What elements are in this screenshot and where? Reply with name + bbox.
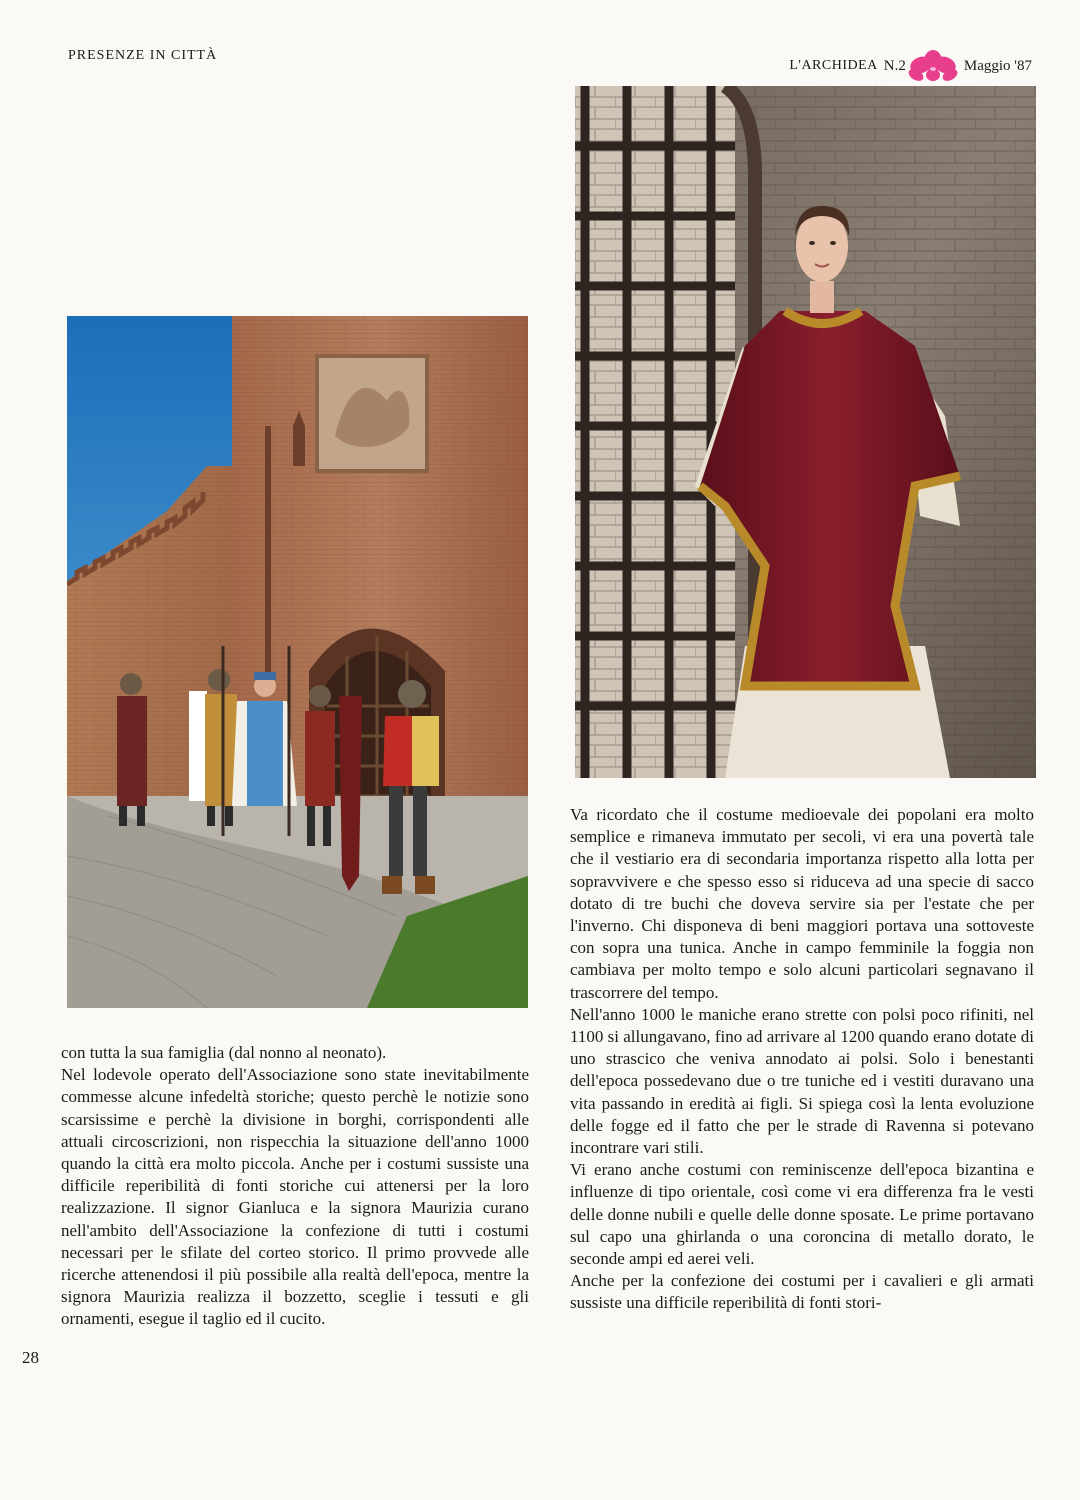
paragraph: Nel lodevole operato dell'Associazione sono state inevitabilmente commesse alcune infedeltà storiche; questo perchè le notizie sono scarsissime e perchè la divisione in borghi, corrispondenti alle attuali circoscrizioni, non rispecchia la situazione dell'anno 1000 quando la città era molto piccola. Anche per i costumi sussiste una difficile reperibilità di fonti storiche cui attenersi per la loro realizzazione. Il signor Gianluca e la signora Maurizia curano nell'ambito dell'Associazione la confezione di tutti i costumi necessari per le sfilate del corteo storico. Il primo provvede alle ricerche attenendosi il più possibile alla realtà dell'epoca, mentre la signora Maurizia realizza il bozzetto, sceglie i tessuti e gli ornamenti, esegue il taglio ed il cucito.	[61, 1065, 529, 1329]
masthead	[789, 48, 1032, 84]
soldiers-photo	[67, 316, 528, 1008]
paragraph: Vi erano anche costumi con reminiscenze dell'epoca bizantina e influenze di tipo orientale, così come vi era differenza fra le vesti delle donne nubili e quelle delle donne sposate. Le prime portavano sul capo una ghirlanda o una coroncina di metallo dorato, le seconde ampi ed aerei veli.	[570, 1160, 1034, 1269]
issue-date: Maggio '87	[963, 57, 1032, 74]
paragraph: Anche per la confezione dei costumi per i cavalieri e gli armati sussiste una difficile reperibilità di fonti stori-	[570, 1271, 1034, 1313]
lady-costume-photo	[575, 86, 1036, 778]
paragraph: con tutta la sua famiglia (dal nonno al neonato).	[61, 1043, 387, 1062]
issue-number: N.2	[883, 57, 906, 74]
right-text-column	[570, 804, 1034, 1315]
paragraph: Va ricordato che il costume medioevale dei popolani era molto semplice e rimaneva immutato per secoli, vi era una povertà tale che il vestiario era di secondaria importanza rispetto alla lotta per sopravvivere e che spesso esso si riduceva ad una specie di sacco dotato di tre buchi che doveva servire sia per l'estate che per l'inverno. Chi disponeva di beni maggiori portava una sottoveste con sopra una tunica. Anche in campo femminile la foggia non cambiava per molto tempo e solo alcuni particolari segnavano il trascorrere del tempo.	[570, 805, 1034, 1002]
paragraph: Nell'anno 1000 le maniche erano strette con polsi poco rifiniti, nel 1100 si allungavano, fino ad arrivare al 1200 quando erano dotate di uno strascico che veniva annodato ai polsi. Solo i benestanti dell'epoca possedevano due o tre tuniche ed i vestiti duravano una vita passando in eredità ai figli. Si spiega così la lenta evoluzione delle fogge ed il fatto che per le strade di Ravenna si potevano incontrare vari stili.	[570, 1004, 1034, 1158]
page-number: 28	[22, 1348, 39, 1367]
section-title: PRESENZE IN CITTÀ	[68, 48, 218, 63]
left-text-column	[61, 1042, 529, 1331]
magazine-name: L'ARCHIDEA	[789, 58, 878, 73]
orchid-icon	[908, 48, 958, 84]
